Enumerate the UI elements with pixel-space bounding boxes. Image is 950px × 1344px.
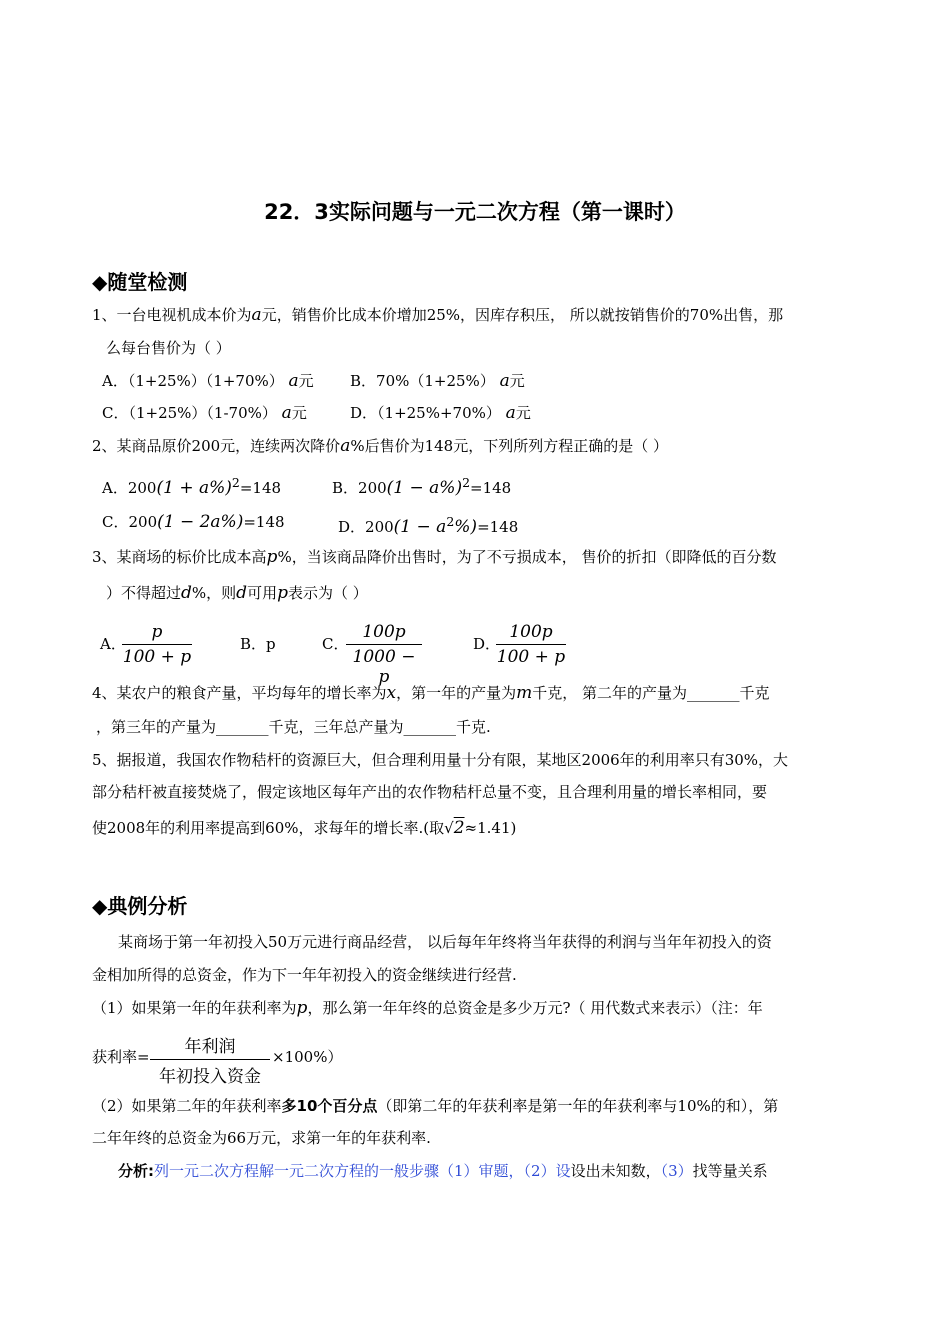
q1-line1: 1、一台电视机成本价为a元，销售价比成本价增加25%，因库存积压， 所以就按销售价的70%出售，那 xyxy=(92,305,784,325)
q3-option-d-fraction: $\frac{100p}{100 + p}$ xyxy=(496,622,566,667)
q3-option-a-label: A． xyxy=(100,635,126,653)
q4-line1: 4、某农户的粮食产量，平均每年的增长率为x，第一年的产量为m千克， 第二年的产量为_______千克 xyxy=(92,683,770,703)
q5-line3: 使2008年的利用率提高到60%，求每年的增长率.(取√2≈1.41) xyxy=(92,818,517,838)
example-rate-fraction: 年利润 年初投入资金 xyxy=(150,1032,270,1087)
q1-option-b: B．70%（1+25%） a元 xyxy=(350,371,525,391)
q2-stem: 2、某商品原价200元，连续两次降价a%后售价为148元，下列所列方程正确的是（ ） xyxy=(92,436,668,456)
q2-option-a: A．$200(1 + a\%)^2=148$ xyxy=(102,475,282,498)
example-part2: （2）如果第二年的年获利率多10个百分点（即第二年的年获利率是第一年的年获利率与10%的和），第 xyxy=(92,1097,779,1115)
q5-line2: 部分秸杆被直接焚烧了，假定该地区每年产出的农作物秸杆总量不变，且合理利用量的增长率相同，要 xyxy=(92,783,768,801)
example-part2-line2: 二年年终的总资金为66万元，求第一年的年获利率. xyxy=(92,1129,431,1147)
q3-line1: 3、某商场的标价比成本高p%，当该商品降价出售时，为了不亏损成本， 售价的折扣（即降低的百分数 xyxy=(92,547,777,567)
q2-option-d: D．$200(1 - a^2\%)=148$ xyxy=(338,514,519,537)
example-rate-tail: ×100%） xyxy=(272,1048,343,1066)
section-heading-example: ◆典例分析 xyxy=(92,894,188,918)
q3-option-c-fraction: $\frac{100p}{1000 - p}$ xyxy=(346,622,422,687)
q4-line2: ，第三年的产量为_______千克，三年总产量为_______千克. xyxy=(96,718,491,736)
q3-option-c-label: C． xyxy=(322,635,349,653)
q3-option-d-label: D． xyxy=(473,635,501,653)
example-line2: 金相加所得的总资金，作为下一年年初投入的资金继续进行经营. xyxy=(92,966,517,984)
q3-line2: ）不得超过d%，则d可用p表示为（ ） xyxy=(106,583,368,603)
q2-option-c: C．200(1 − 2a%)=148 xyxy=(102,512,285,532)
q1-option-a: A．（1+25%）（1+70%） a元 xyxy=(102,371,314,391)
example-part1: （1）如果第一年的年获利率为p，那么第一年年终的总资金是多少万元?（ 用代数式来表示）（注：年 xyxy=(92,998,763,1018)
q1-line2: 么每台售价为（ ） xyxy=(106,339,231,357)
example-rate-label: 获利率= xyxy=(92,1048,150,1066)
q5-line1: 5、据报道，我国农作物秸杆的资源巨大，但合理利用量十分有限，某地区2006年的利用率只有30%，大 xyxy=(92,751,789,769)
section-heading-quiz: ◆随堂检测 xyxy=(92,270,188,294)
q2-option-b: B．$200(1 - a\%)^2=148$ xyxy=(332,475,512,498)
q3-option-a-fraction: $\frac{p}{100 + p}$ xyxy=(122,622,192,667)
q1-option-d: D．（1+25%+70%） a元 xyxy=(350,403,531,423)
q1-option-c: C．（1+25%）（1-70%） a元 xyxy=(102,403,307,423)
example-line1: 某商场于第一年初投入50万元进行商品经营， 以后每年年终将当年获得的利润与当年年初投入的资 xyxy=(118,933,772,951)
page-title: 22．3实际问题与一元二次方程（第一课时） xyxy=(264,200,686,224)
q3-option-b: B．p xyxy=(240,635,276,653)
example-analysis: 分析:列一元二次方程解一元二次方程的一般步骤（1）审题，（2）设设出未知数，（3）找等量关系 xyxy=(118,1162,768,1180)
